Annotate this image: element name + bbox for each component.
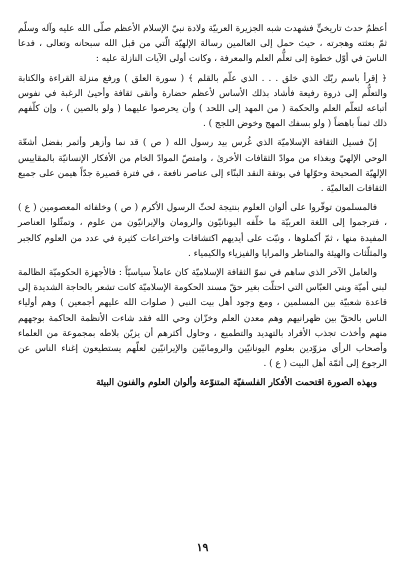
paragraph-6: وبهذه الصورة اقتحمت الأفكار الفلسفيّة المتنوّعة وألوان العلوم والفنون البيئة [96,378,377,389]
paragraph-5: والعامل الآخر الذي ساهم في نموّ الثقافة الإسلاميّة كان عاملاً سياسيّاً : فالأجهزة الحكوميّة الظالمة لبني أميّة وبني العبّاس التي احتلّت بغير حقّ مسند الحكومة الإسلاميّة كانت تشعر بالحاجة الشديدة إلى قاعدة شعبيّة بين المسلمين ، ومع وجود أهل بيت النبي ( صلوات الله عليهم أجمعين ) وهم أولياء الناس بالحقّ بين ظهرانيهم وهم معدن العلم وخزّان وحي الله فقد شاءت الأنظمة الحاكمة بوجههم منهم وأخذت تجذب الأفراد بالتهديد والتطميع ، وحاول أكثرهم أن يزيّن بلاطه بمجموعة من العلماء وأصحاب الرأي مزوّدين بعلوم اليونانيّين والرومانيّين والإيرانيّين لعلّهم يستطيعون إغناء الناس عن الرجوع إلى أئمّة أهل البيت ( ع ) . [18,268,387,370]
paragraph-1: أعظمُ حدث تاريخيٍّ فشهدت شبه الجزيرة العربيّة ولادة نبيّ الإسلام الأعظم صلّى الله عليه وآله وسلّم ثمّ بعثته وهجرته ، حيث حمل إلى العالمين رسالة الإلهيّة الّتي من قبل الله سبحانه وتعالى ، فدعا الناسَ في أوّل خطوة إلى تعلُّم العلم والمعرفة ، وكانت أولى الآيات النازلة عليه : [18,24,387,65]
paragraph-3: إنّ فسيل الثقافة الإسلاميّة الذي غُرس بيد رسول الله ( ص ) قد نما وأزهر وأثمر بفضل أشعّة الوحي الإلهيّ وبغذاء من موادّ الثقافات الأخرىٰ ، وامتصّ الموادّ الخام من الأفكار الإنسانيّة بالمقاييس الإلهيّة الصحيحة وحوّلها في بوتقة النقد البنّاء إلى عناصر نافعة ، في فترة قصيرة جدّاً هيمن على جميع الثقافات العالميّة . [18,138,387,195]
paragraph-4: فالمسلمون توفّروا على ألوان العلوم بنتيجة لحثّ الرسول الأكرم ( ص ) وخلفائه المعصومين ( ع ) ، فترجموا إلى اللغة العربيّة ما خلّفه اليونانيّون والرومان والإيرانيّون من علوم ، وتمثّلوا العناصر المفيدة منها ، ثمّ أكملوها ، ونبّت على أيديهم اكتشافات واختراعات كثيرة في عدد من العلوم كالجبر والمثلّثات والهيئة والمناظر والمرايا والفيزياء والكيمياء . [18,203,387,259]
paragraph-2: ﴿ إقرأ باسم ربّك الذي خلق . . . الذي علّم بالقلم ﴾ ( سورة العلق ) ورفع منزلة القراءة والكتابة والتعلُّم إلى ذروة رفيعة فأشاد بذلك الأساس لأعظم حضارة وأنقى ثقافة وأحيىٰ الرغبة في نفوس أتباعه لتعلّم العلم والحكمة ( من المهد إلى اللحد ) وأن يحرصوا عليهما ( ولو بالصين ) ، وإن كلّفهم ذلك ثمناً باهضاً ( ولو بسفك المهج وخوض اللجج ) . [18,73,387,130]
page-number: ١٩ [196,541,209,554]
